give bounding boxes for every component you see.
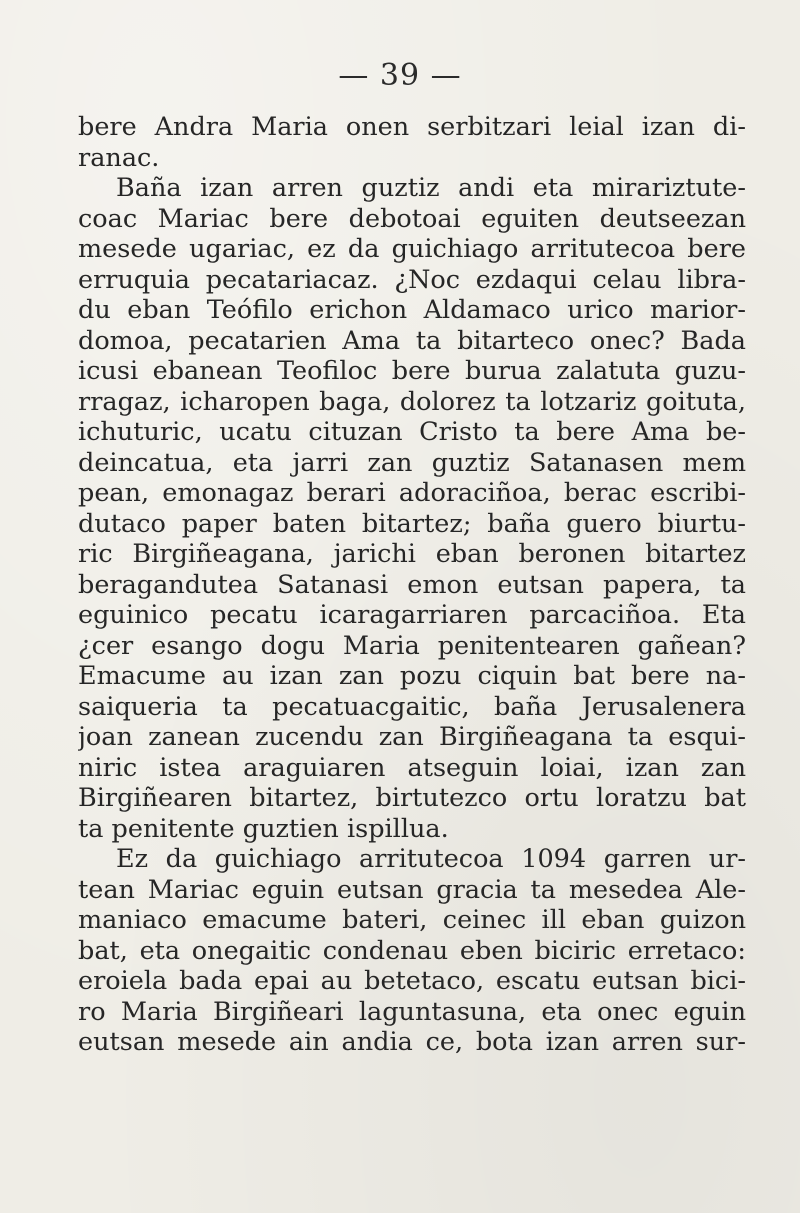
text-line: ichuturic, ucatu cituzan Cristo ta bere Ama be- bbox=[78, 417, 746, 447]
text-line: Emacume au izan zan pozu ciquin bat bere na- bbox=[78, 661, 746, 691]
text-line: bat, eta onegaitic condenau eben biciric erretaco: bbox=[78, 935, 746, 966]
text-line: du eban Teófilo erichon Aldamaco urico marior- bbox=[78, 295, 746, 325]
text-line: Baña izan arren guztiz andi eta mirariztute- bbox=[116, 173, 746, 203]
text-line: saiqueria ta pecatuacgaitic, baña Jerusalenera bbox=[78, 691, 746, 722]
text-line: ¿cer esango dogu Maria penitentearen gañean? bbox=[78, 630, 746, 661]
text-line: dutaco paper baten bitartez; baña guero biurtu- bbox=[78, 508, 746, 539]
text-line: deincatua, eta jarri zan guztiz Satanasen mem bbox=[78, 447, 746, 478]
text-line: ric Birgiñeagana, jarichi eban beronen bitartez bbox=[78, 539, 746, 569]
text-line: eutsan mesede ain andia ce, bota izan arren sur- bbox=[78, 1027, 746, 1057]
text-line: ranac. bbox=[78, 142, 160, 173]
text-line: tean Mariac eguin eutsan gracia ta mesedea Ale- bbox=[78, 874, 746, 905]
text-line: joan zanean zucendu zan Birgiñeagana ta esqui- bbox=[78, 722, 746, 752]
text-line: beragandutea Satanasi emon eutsan papera, ta bbox=[78, 569, 746, 600]
text-line: eguinico pecatu icaragarriaren parcaciñoa. Eta bbox=[78, 600, 746, 630]
text-line: Birgiñearen bitartez, birtutezco ortu loratzu bat bbox=[78, 783, 746, 813]
text-line: erruquia pecatariacaz. ¿Noc ezdaqui celau libra- bbox=[78, 264, 746, 295]
text-line: coac Mariac bere debotoai eguiten deutseezan bbox=[78, 203, 746, 234]
text-line: eroiela bada epai au betetaco, escatu eutsan bici- bbox=[78, 966, 746, 996]
text-line: maniaco emacume bateri, ceinec ill eban guizon bbox=[78, 905, 746, 935]
body-text bbox=[78, 112, 746, 1058]
text-line: mesede ugariac, ez da guichiago arritutecoa bere bbox=[78, 234, 746, 264]
text-line: ro Maria Birgiñeari laguntasuna, eta onec eguin bbox=[78, 996, 746, 1027]
text-line: niric istea araguiaren atseguin loiai, izan zan bbox=[78, 752, 746, 783]
text-line: icusi ebanean Teofiloc bere burua zalatuta guzu- bbox=[78, 356, 746, 386]
text-line: ta penitente guztien ispillua. bbox=[78, 813, 449, 844]
text-line: domoa, pecatarien Ama ta bitarteco onec? Bada bbox=[78, 325, 746, 356]
text-line: bere Andra Maria onen serbitzari leial izan di- bbox=[78, 112, 746, 142]
text-line: Ez da guichiago arritutecoa 1094 garren ur- bbox=[116, 844, 746, 874]
text-line: rragaz, icharopen baga, dolorez ta lotzariz goituta, bbox=[78, 386, 746, 417]
text-line: pean, emonagaz berari adoraciñoa, berac escribi- bbox=[78, 478, 746, 508]
page-number: — 39 — bbox=[338, 58, 462, 93]
